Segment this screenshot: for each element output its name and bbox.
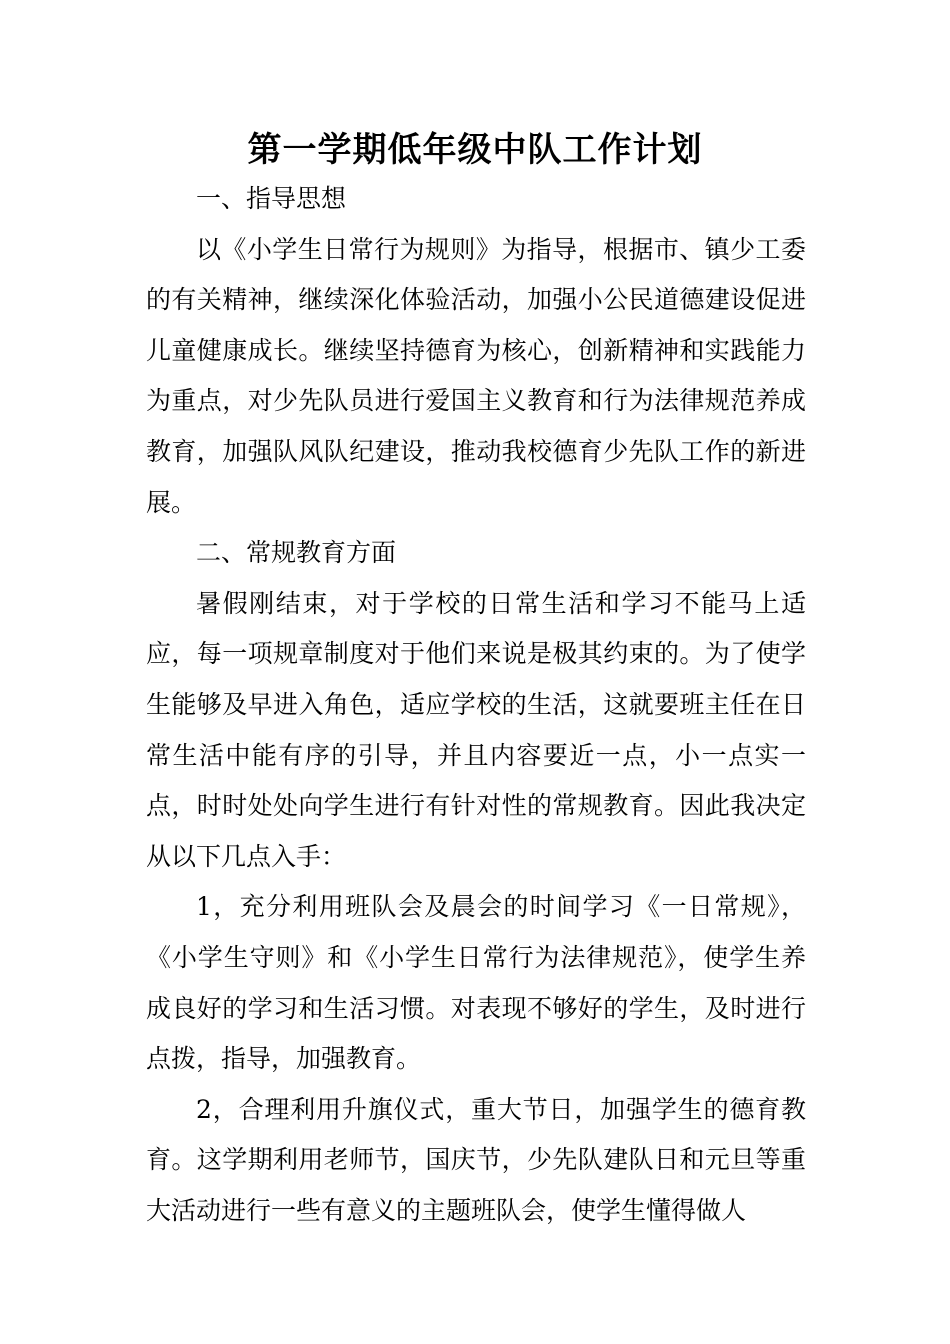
- section-heading-routine-education: 二、常规教育方面: [196, 538, 397, 568]
- paragraph-guiding-ideology: 以《小学生日常行为规则》为指导，根据市、镇少工委的有关精神，继续深化体验活动，加强小公民道德建设促进儿童健康成长。继续坚持德育为核心，创新精神和实践能力为重点，对少先队员进行爱国主义教育和行为法律规范养成教育，加强队风队纪建设，推动我校德育少先队工作的新进展。: [146, 234, 806, 517]
- section-heading-guiding-ideology: 一、指导思想: [196, 184, 347, 213]
- document-body: [146, 174, 806, 1236]
- paragraph-routine-item-1: 1，充分利用班队会及晨会的时间学习《一日常规》，《小学生守则》和《小学生日常行为法律规范》，使学生养成良好的学习和生活习惯。对表现不够好的学生，及时进行点拨，指导，加强教育。: [146, 892, 806, 1074]
- page-title: 第一学期低年级中队工作计划: [247, 130, 703, 170]
- paragraph-routine-intro: 暑假刚结束，对于学校的日常生活和学习不能马上适应，每一项规章制度对于他们来说是极其约束的。为了使学生能够及早进入角色，适应学校的生活，这就要班主任在日常生活中能有序的引导，并且内容要近一点，小一点实一点，时时处处向学生进行有针对性的常规教育。因此我决定从以下几点入手：: [146, 588, 806, 871]
- paragraph-routine-item-2: 2，合理利用升旗仪式，重大节日，加强学生的德育教育。这学期利用老师节，国庆节，少先队建队日和元旦等重大活动进行一些有意义的主题班队会，使学生懂得做人: [146, 1094, 806, 1225]
